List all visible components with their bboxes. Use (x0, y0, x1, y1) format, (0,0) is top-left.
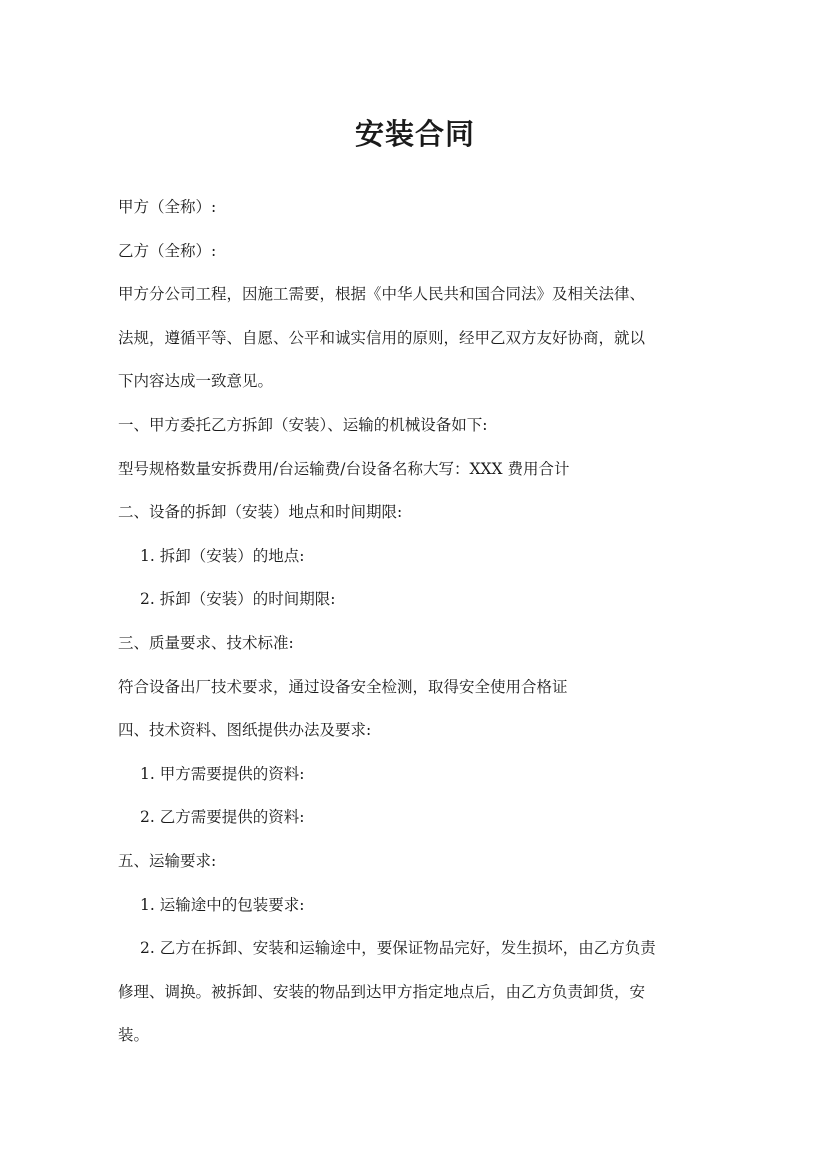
paragraph-line: 2. 乙方需要提供的资料: (140, 808, 305, 827)
paragraph-line: 1. 拆卸（安装）的地点: (140, 546, 305, 565)
paragraph-line: 乙方（全称）: (118, 241, 217, 260)
paragraph-line: 1. 运输途中的包装要求: (140, 895, 305, 914)
paragraph-line: 二、设备的拆卸（安装）地点和时间期限: (118, 503, 403, 522)
paragraph-line: 2. 拆卸（安装）的时间期限: (140, 590, 336, 609)
paragraph-line: 四、技术资料、图纸提供办法及要求: (118, 721, 372, 740)
paragraph-line: 装。 (118, 1026, 150, 1045)
document-title: 安装合同 (354, 117, 475, 151)
document-body (118, 186, 718, 1058)
paragraph-line: 五、运输要求: (118, 851, 217, 870)
paragraph-line: 符合设备出厂技术要求，通过设备安全检测，取得安全使用合格证 (118, 677, 568, 696)
paragraph-line: 1. 甲方需要提供的资料: (140, 764, 305, 783)
paragraph-line: 修理、调换。被拆卸、安装的物品到达甲方指定地点后，由乙方负责卸货，安 (118, 982, 646, 1001)
paragraph-line: 下内容达成一致意见。 (118, 372, 274, 391)
paragraph-line: 型号规格数量安拆费用/台运输费/台设备名称大写：XXX 费用合计 (118, 459, 570, 478)
paragraph-line: 甲方分公司工程，因施工需要，根据《中华人民共和国合同法》及相关法律、 (118, 285, 646, 304)
paragraph-line: 甲方（全称）: (118, 198, 217, 216)
paragraph-line: 法规，遵循平等、自愿、公平和诚实信用的原则，经甲乙双方友好协商，就以 (118, 328, 646, 347)
paragraph-line: 一、甲方委托乙方拆卸（安装）、运输的机械设备如下: (118, 415, 488, 434)
paragraph-line: 三、质量要求、技术标准: (118, 633, 294, 652)
paragraph-line: 2. 乙方在拆卸、安装和运输途中，要保证物品完好，发生损坏，由乙方负责 (140, 939, 656, 958)
